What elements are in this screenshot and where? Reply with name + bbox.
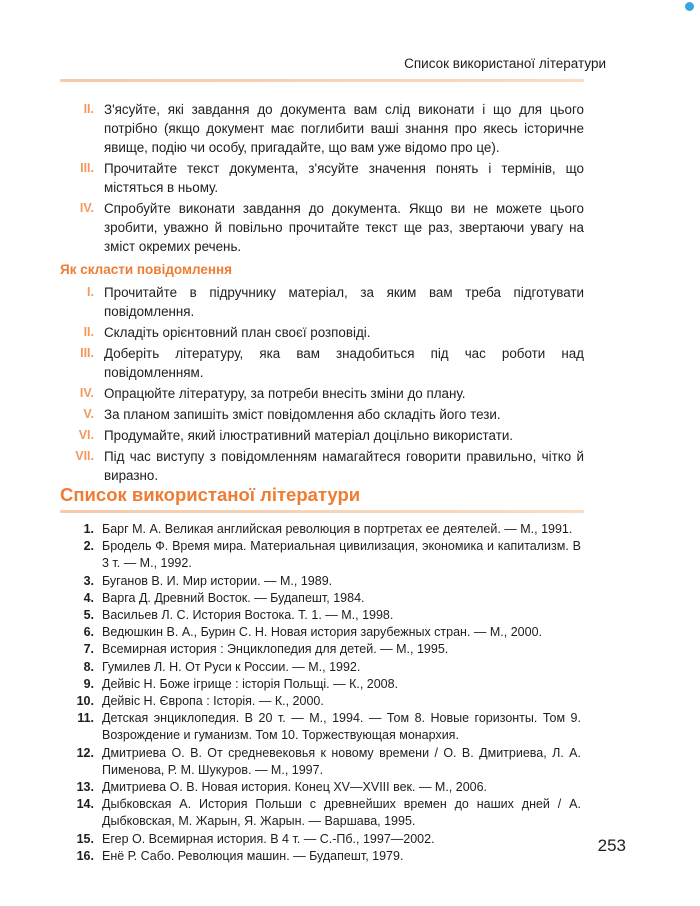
header-divider <box>60 79 584 82</box>
list-item <box>64 573 581 590</box>
reference-text: Буганов В. И. Мир истории. — М., 1989. <box>102 573 333 588</box>
list-item <box>64 607 581 624</box>
reference-number: 13. <box>76 780 94 795</box>
reference-number: 14. <box>76 797 94 812</box>
list-item <box>64 426 584 445</box>
reference-text: Дмитриева О. В. Новая история. Конец XV—XVIII век. — М., 2006. <box>102 780 488 795</box>
list-item <box>64 848 581 865</box>
reference-number: 11. <box>77 711 94 726</box>
list-item <box>64 659 581 676</box>
reference-text: Ведюшкин В. А., Бурин С. Н. Новая история зарубежных стран. — М., 2000. <box>102 625 542 640</box>
reference-text: Енё Р. Сабо. Революция машин. — Будапешт, 1979. <box>102 848 404 863</box>
reference-number: 9. <box>83 676 94 691</box>
references-section-title: Список використаної літератури <box>60 484 361 505</box>
step-numeral: V. <box>83 407 94 421</box>
list-item <box>64 100 584 157</box>
list-item <box>64 693 581 710</box>
list-item <box>64 676 581 693</box>
list-item <box>64 405 584 424</box>
list-item <box>64 641 581 658</box>
list-item <box>64 199 584 256</box>
list-item <box>64 323 584 342</box>
reference-number: 2. <box>83 539 94 554</box>
list-item <box>64 745 581 779</box>
step-text: За планом запишіть зміст повідомлення або складіть його тези. <box>104 407 501 422</box>
reference-number: 5. <box>83 608 94 623</box>
list-item <box>64 779 581 796</box>
step-numeral: I. <box>87 285 94 299</box>
reference-text: Егер О. Всемирная история. В 4 т. — С.-Пб., 1997—2002. <box>102 831 435 846</box>
step-text: Продумайте, який ілюстративний матеріал доцільно використати. <box>104 428 514 443</box>
step-text: Прочитайте в підручнику матеріал, за яким вам треба підготувати повідомлення. <box>104 285 584 319</box>
page-number: 253 <box>597 836 626 855</box>
step-text: Під час виступу з повідомленням намагайтеся говорити правильно, чітко й виразно. <box>104 449 584 483</box>
reference-number: 3. <box>83 573 94 588</box>
references-list <box>64 521 581 865</box>
reference-text: Васильев Л. С. История Востока. Т. 1. — М., 1998. <box>102 608 394 623</box>
step-numeral: IV. <box>79 386 94 400</box>
reference-number: 1. <box>83 522 94 536</box>
step-numeral: VII. <box>75 449 94 463</box>
reference-number: 16. <box>76 848 94 863</box>
list-item <box>64 538 581 572</box>
running-header: Список використаної літератури <box>404 56 606 71</box>
step-numeral: IV. <box>79 201 94 215</box>
list-item <box>64 521 581 538</box>
document-steps-list <box>64 100 584 256</box>
reference-text: Варга Д. Древний Восток. — Будапешт, 1984. <box>102 590 365 605</box>
list-item <box>64 344 584 382</box>
step-text: З'ясуйте, які завдання до документа вам слід виконати і що для цього потрібно (якщо документ має поглибити ваші знання про якесь історичне явище, подію чи особу, пригадайте, що вам уже відомо про це). <box>104 102 584 155</box>
list-item <box>64 159 584 197</box>
list-item <box>64 590 581 607</box>
step-numeral: II. <box>83 325 94 339</box>
reference-number: 7. <box>83 642 94 657</box>
list-item <box>64 831 581 848</box>
step-text: Опрацюйте літературу, за потреби внесіть зміни до плану. <box>104 386 466 401</box>
corner-logo-icon <box>685 2 694 11</box>
reference-text: Гумилев Л. Н. От Руси к России. — М., 1992. <box>102 659 361 674</box>
reference-text: Бродель Ф. Время мира. Материальная цивилизация, экономика и капитализм. В 3 т. — М., 1992. <box>102 539 581 571</box>
list-item <box>64 624 581 641</box>
step-numeral: III. <box>80 161 94 175</box>
reference-text: Детская энциклопедия. В 20 т. — М., 1994. — Том 8. Новые горизонты. Том 9. Возрождение и гуманизм. Том 10. Торжествующая монархия. <box>102 711 581 743</box>
step-text: Спробуйте виконати завдання до документа. Якщо ви не можете цього зробити, уважно й повільно прочитайте текст ще раз, звертаючи увагу на зміст окремих речень. <box>104 201 584 254</box>
reference-text: Барг М. А. Великая английская революция в портретах ее деятелей. — М., 1991. <box>102 522 573 536</box>
message-section-title: Як скласти повідомлення <box>60 262 233 277</box>
reference-number: 6. <box>83 625 94 640</box>
list-item <box>64 796 581 830</box>
step-text: Прочитайте текст документа, з'ясуйте значення понять і термінів, що містяться в ньому. <box>104 161 584 195</box>
reference-text: Дмитриева О. В. От средневековья к новому времени / О. В. Дмитриева, Л. А. Пименова, Р. М. Шукуров. — М., 1997. <box>102 745 581 777</box>
reference-text: Дейвіс Н. Європа : Історія. — К., 2000. <box>102 694 324 709</box>
list-item <box>64 447 584 485</box>
message-steps-list <box>64 283 584 485</box>
reference-text: Всемирная история : Энциклопедия для детей. — М., 1995. <box>102 642 449 657</box>
step-text: Складіть орієнтовний план своєї розповіді. <box>104 325 371 340</box>
reference-text: Дыбковская А. История Польши с древнейших времен до наших дней / А. Дыбковская, М. Жарын, Я. Жарын. — Варшава, 1995. <box>102 797 581 829</box>
list-item <box>64 710 581 744</box>
reference-number: 12. <box>76 745 94 760</box>
reference-text: Дейвіс Н. Боже ігрище : історія Польщі. — К., 2008. <box>102 676 399 691</box>
references-divider <box>60 510 584 513</box>
step-numeral: VI. <box>78 428 94 442</box>
list-item <box>64 384 584 403</box>
reference-number: 4. <box>83 590 94 605</box>
step-text: Доберіть літературу, яка вам знадобиться під час роботи над повідомленням. <box>104 346 584 380</box>
reference-number: 15. <box>76 831 94 846</box>
list-item <box>64 283 584 321</box>
step-numeral: II. <box>83 102 94 116</box>
reference-number: 8. <box>83 659 94 674</box>
reference-number: 10. <box>76 694 94 709</box>
step-numeral: III. <box>80 346 94 360</box>
